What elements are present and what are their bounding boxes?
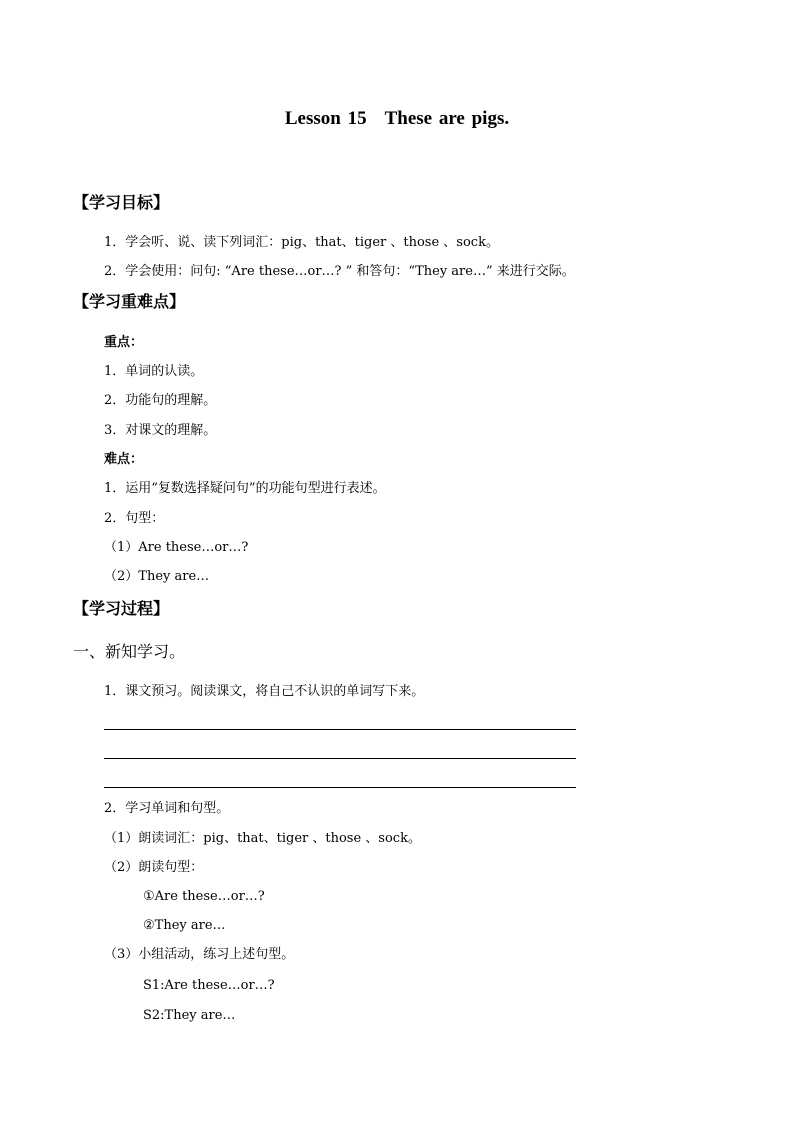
lesson-title xyxy=(0,108,794,130)
goal-item-1: 1．学会听、说、读下列词汇：pig、that、tiger 、those 、sock。 xyxy=(104,235,499,250)
lesson-number: Lesson 15 xyxy=(284,108,367,129)
difficult-item-2: 2．句型： xyxy=(104,511,165,526)
pattern-1: ①Are these…or…? xyxy=(143,889,265,904)
key-item-1: 1．单词的认读。 xyxy=(104,364,204,379)
sub-read-words: （1）朗读词汇：pig、that、tiger 、those 、sock。 xyxy=(104,831,421,846)
section-new-learning: 一、新知学习。 xyxy=(73,642,186,661)
key-label: 重点： xyxy=(104,335,144,350)
step-preview: 1．课文预习。阅读课文，将自己不认识的单词写下来。 xyxy=(104,684,425,699)
dialog-line-1: S1:Are these…or…? xyxy=(143,978,275,993)
key-item-3: 3．对课文的理解。 xyxy=(104,423,217,438)
key-item-2: 2．功能句的理解。 xyxy=(104,393,217,408)
process-heading: 【学习过程】 xyxy=(73,599,170,618)
sub-read-patterns: （2）朗读句型： xyxy=(104,860,204,875)
step-words: 2．学习单词和句型。 xyxy=(104,801,230,816)
sub-group-activity: （3）小组活动，练习上述句型。 xyxy=(104,947,295,962)
key-points-heading: 【学习重难点】 xyxy=(73,292,186,311)
goal-item-2: 2．学会使用：问句: “Are these…or…? ” 和答句：“They are…” 来进行交际。 xyxy=(104,264,575,279)
answer-line-2 xyxy=(104,758,576,759)
difficult-item-3: （1）Are these…or…? xyxy=(104,540,249,555)
difficult-label: 难点： xyxy=(104,452,144,467)
pattern-2: ②They are… xyxy=(143,918,226,933)
answer-line-3 xyxy=(104,787,576,788)
answer-line-1 xyxy=(104,729,576,730)
difficult-item-1: 1．运用“复数选择疑问句”的功能句型进行表述。 xyxy=(104,481,386,496)
goals-heading: 【学习目标】 xyxy=(73,193,170,212)
lesson-name: These are pigs. xyxy=(384,108,510,129)
difficult-item-4: （2）They are… xyxy=(104,569,210,584)
dialog-line-2: S2:They are… xyxy=(143,1008,236,1023)
